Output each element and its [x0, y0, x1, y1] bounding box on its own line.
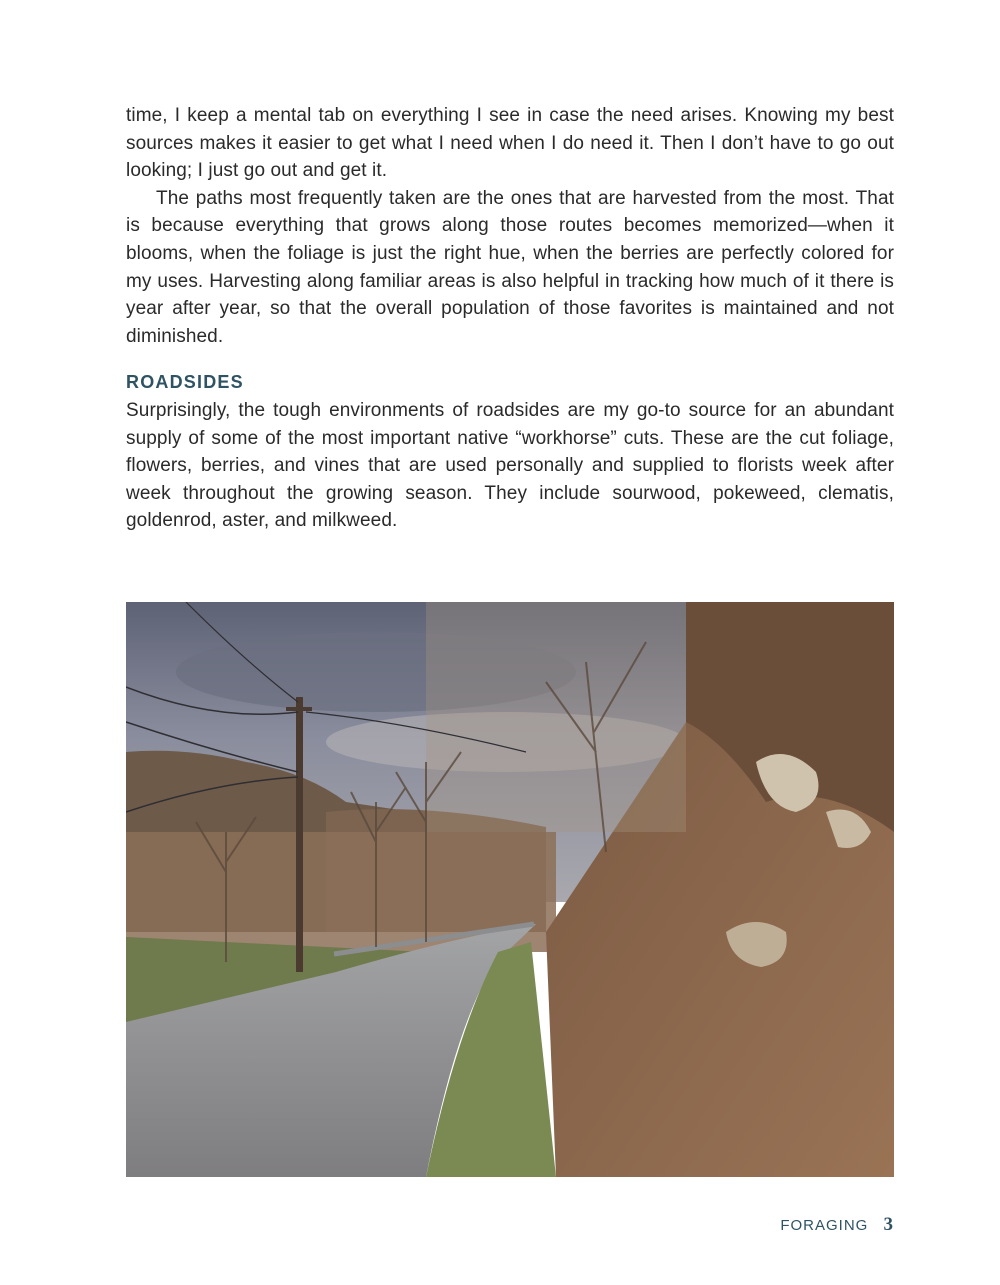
paragraph-roadsides: Surprisingly, the tough environments of roadsides are my go-to source for an abundant supply of some of the most important native “workhorse” cuts. These are the cut foliage, flowers, berries, and vines that are used personally and supplied to florists week after week throughout the growing season. They include sourwood, pokeweed, clematis, goldenrod, aster, and milkweed.: [126, 400, 894, 532]
footer-section-label: FORAGING: [780, 1217, 869, 1234]
section-heading: ROADSIDES: [126, 372, 244, 392]
body-text-top: [126, 102, 894, 350]
paragraph-continuation: time, I keep a mental tab on everything I see in case the need arises. Knowing my best sources makes it easier to get what I need when I do need it. Then I don’t have to go out looking; I just go out and get it.: [126, 105, 894, 182]
body-text-roadsides: [126, 397, 894, 535]
roadside-photo: [126, 602, 894, 1177]
page-number: 3: [883, 1214, 894, 1235]
paragraph-paths: The paths most frequently taken are the ones that are harvested from the most. That is because everything that grows along those routes becomes memorized—when it blooms, when the foliage is just the right hue, when the berries are perfectly colored for my uses. Harvesting along familiar areas is also helpful in tracking how much of it there is year after year, so that the overall population of those favorites is maintained and not diminished.: [126, 187, 894, 347]
page-footer: [780, 1214, 894, 1236]
